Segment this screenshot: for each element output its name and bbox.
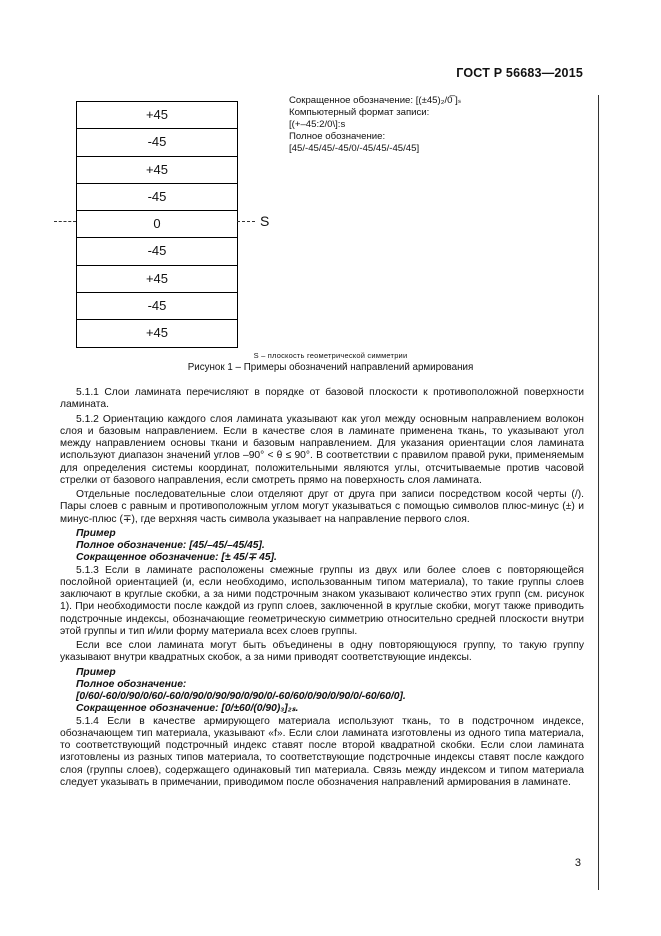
notation-computer: [(+–45:2/0\]:s xyxy=(289,119,346,130)
example-2-short: Сокращенное обозначение: [0/±60/(0/90)₃]₂ₛ. xyxy=(76,703,299,715)
paragraph-separators: Отдельные последовательные слои отделяют друг от друга при записи посредством косой черты (/). Пары слоев с равным и противоположным углом могут указываться с помощью символов плюс-минус (±) и минус-плюс (∓), где верхняя часть символа указывает на направление первого слоя. xyxy=(60,489,584,525)
figure-caption: Рисунок 1 – Примеры обозначений направлений армирования xyxy=(187,362,474,373)
example-1-full: Полное обозначение: [45/–45/–45/45]. xyxy=(76,540,265,551)
layer-7: +45 xyxy=(77,266,237,293)
symmetry-label: S xyxy=(260,213,270,229)
example-2-title: Пример xyxy=(76,666,116,678)
notation-full-label: Полное обозначение: xyxy=(289,131,386,142)
paragraph-5-1-1: 5.1.1 Слои ламината перечисляют в порядке от базовой плоскости к противоположной поверхности ламината. xyxy=(60,387,584,411)
paragraph-5-1-4: 5.1.4 Если в качестве армирующего материала используют ткань, то в подстрочном индексе, обозначающем тип материала, указывают «f». Если слои ламината изготовлены из одного типа материала, то соответствующий подстрочный индекс ставят после второй квадратной скобки. Если слои ламината изготовлены из разных типов материала, то соответствующие подстрочные индексы ставят после каждого слоя (группы слоев), содержащего одинаковый тип материала. Связь между индексом и типом материала следует указывать в примечании, приводимом после обозначения направлений армирования в ламинате. xyxy=(60,715,584,788)
notation-full: [45/-45/45/-45/0/-45/45/-45/45] xyxy=(289,143,420,154)
layer-2: -45 xyxy=(77,129,237,156)
notation-short: Сокращенное обозначение: [(±45)₂/0̅ ]ₛ xyxy=(289,95,462,106)
layer-9: +45 xyxy=(77,320,237,347)
layer-1: +45 xyxy=(77,102,237,129)
example-1-title: Пример xyxy=(76,527,116,539)
paragraph-5-1-2: 5.1.2 Ориентацию каждого слоя ламината указывают как угол между основным направлением волокон слоя и базовым направлением. Если в качестве слоя в ламинате применена ткань, то указывают угол между направлением основы ткани и базовым направлением. Для указания ориентации слоя ламината используют диапазон значений углов –90° < θ ≤ 90°. В соответствии с правилом правой руки, применяемым для определения системы координат, положительными являются углы, отсчитываемые против часовой стрелки от базового направления, если смотреть прямо на поверхность слоя ламината. xyxy=(60,413,584,486)
symmetry-line-left xyxy=(54,221,76,222)
layer-5: 0 xyxy=(77,211,237,238)
paragraph-5-1-3: 5.1.3 Если в ламинате расположены смежные группы из двух или более слоев с повторяющейся послойной ориентацией (и, если необходимо, использованным типом материала), то такие группы слоев заключают в круглые скобки, а за ними подстрочным знаком указывают количество этих групп (см. рисунок 1). При необходимости после каждой из групп слоев, заключенной в круглые скобки, могут также приводить подстрочные индексы, обозначающие геометрическую симметрию относительно средней плоскости внутри этой группы и тип и/или форму материала всех слоев группы. xyxy=(60,564,584,637)
body-text xyxy=(60,387,584,791)
layer-8: -45 xyxy=(77,293,237,320)
notation-block xyxy=(289,95,461,155)
layer-4: -45 xyxy=(77,184,237,211)
symmetry-line-right xyxy=(237,221,255,222)
example-2-full: [0/60/-60/0/90/0/60/-60/0/90/0/90/90/0/90/0/-60/60/0/90/0/90/0/-60/60/0]. xyxy=(76,691,406,702)
figure-legend: S – плоскость геометрической симметрии xyxy=(253,351,408,360)
layer-3: +45 xyxy=(77,157,237,184)
margin-rule xyxy=(598,95,599,890)
document-code: ГОСТ Р 56683—2015 xyxy=(456,66,583,80)
layer-6: -45 xyxy=(77,238,237,265)
page-number: 3 xyxy=(574,857,581,869)
paragraph-groups: Если все слои ламината могут быть объединены в одну повторяющуюся группу, то такую группу указывают внутри квадратных скобок, а за ними приводят соответствующие индексы. xyxy=(60,640,584,664)
notation-computer-label: Компьютерный формат записи: xyxy=(289,107,430,118)
example-2-full-label: Полное обозначение: xyxy=(76,678,187,690)
laminate-layer-stack xyxy=(76,101,238,348)
example-1-short: Сокращенное обозначение: [± 45/∓ 45]. xyxy=(76,552,277,564)
